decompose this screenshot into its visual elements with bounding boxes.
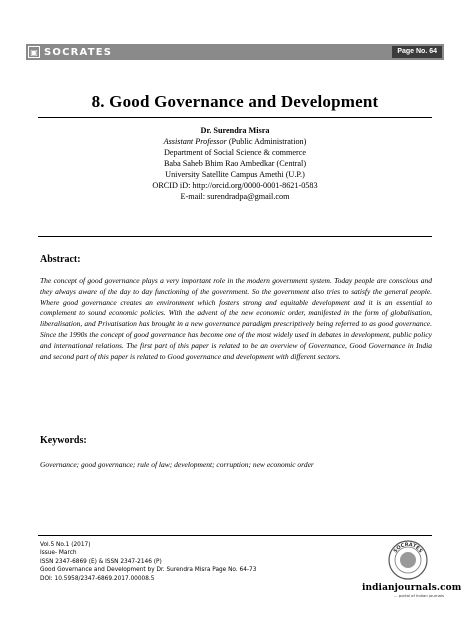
keywords-heading: Keywords: <box>40 435 87 446</box>
author-campus: University Satellite Campus Amethi (U.P.) <box>165 170 305 179</box>
indianjournals-tagline: ... portal of Indian journals <box>393 593 444 598</box>
author-department: Department of Social Science & commerce <box>163 148 307 157</box>
abstract-body: The concept of good governance plays a very important role in the modern government system. Today people are conscious and they always aware of the day to day functioning of the government. So the government also tries to satisfy the general people. Where good governance creates an environment which fosters strong and equitable development and it is an essential to complement to sound economic policies. With the advent of the new economic order, manifested in the form of globalisation, liberalisation, and Privatisation has brought in a new governance paradigm prescriptively being referred to as good governance. Since the 1990s the concept of good governance has become one of the most widely used in debates in development, public policy and international relations. The first part of this paper is related to be an overview of Governance, Good Governance in India and second part of this paper is related to Good governance and development with different sectors. <box>40 276 432 361</box>
keywords-body: Governance; good governance; rule of law; development; corruption; new economic order <box>40 460 314 469</box>
footer-doi[interactable]: DOI: 10.5958/2347-6869.2017.00008.5 <box>40 575 155 582</box>
page-number-badge: Page No. 64 <box>392 46 442 58</box>
author-role-title: Assistant Professor <box>163 137 227 146</box>
section-divider <box>38 236 432 237</box>
footer-volume: Vol.5 No.1 (2017) <box>40 542 91 548</box>
author-email[interactable]: E-mail: surendradpa@gmail.com <box>180 192 290 201</box>
seal-text: SOCRATES <box>392 541 424 555</box>
footer-issn: ISSN 2347-6869 (E) & ISSN 2347-2146 (P) <box>40 558 162 565</box>
footer-citation: Good Governance and Development by Dr. Surendra Misra Page No. 64-73 <box>40 567 257 574</box>
author-role-field: (Public Administration) <box>226 137 307 146</box>
journal-name: SOCRATES <box>44 46 113 58</box>
footer-divider <box>38 535 432 536</box>
title-divider <box>38 117 432 118</box>
footer-issue: Issue- March <box>40 550 77 557</box>
journal-logo <box>28 45 124 59</box>
author-block <box>0 125 470 202</box>
author-orcid[interactable]: ORCID iD: http://orcid.org/0000-0001-8621-0583 <box>152 181 318 190</box>
article-title: 8. Good Governance and Development <box>91 92 379 111</box>
abstract-heading: Abstract: <box>40 254 81 265</box>
author-name: Dr. Surendra Misra <box>200 126 270 135</box>
footer-info <box>40 541 340 583</box>
socrates-seal-icon <box>388 540 428 580</box>
author-university: Baba Saheb Bhim Rao Ambedkar (Central) <box>163 159 307 168</box>
journal-logo-icon: ▣ <box>28 46 40 58</box>
indianjournals-logo[interactable] <box>362 583 462 598</box>
author-role <box>0 136 470 147</box>
indianjournals-logo-text: indianjournals.com <box>362 583 462 593</box>
